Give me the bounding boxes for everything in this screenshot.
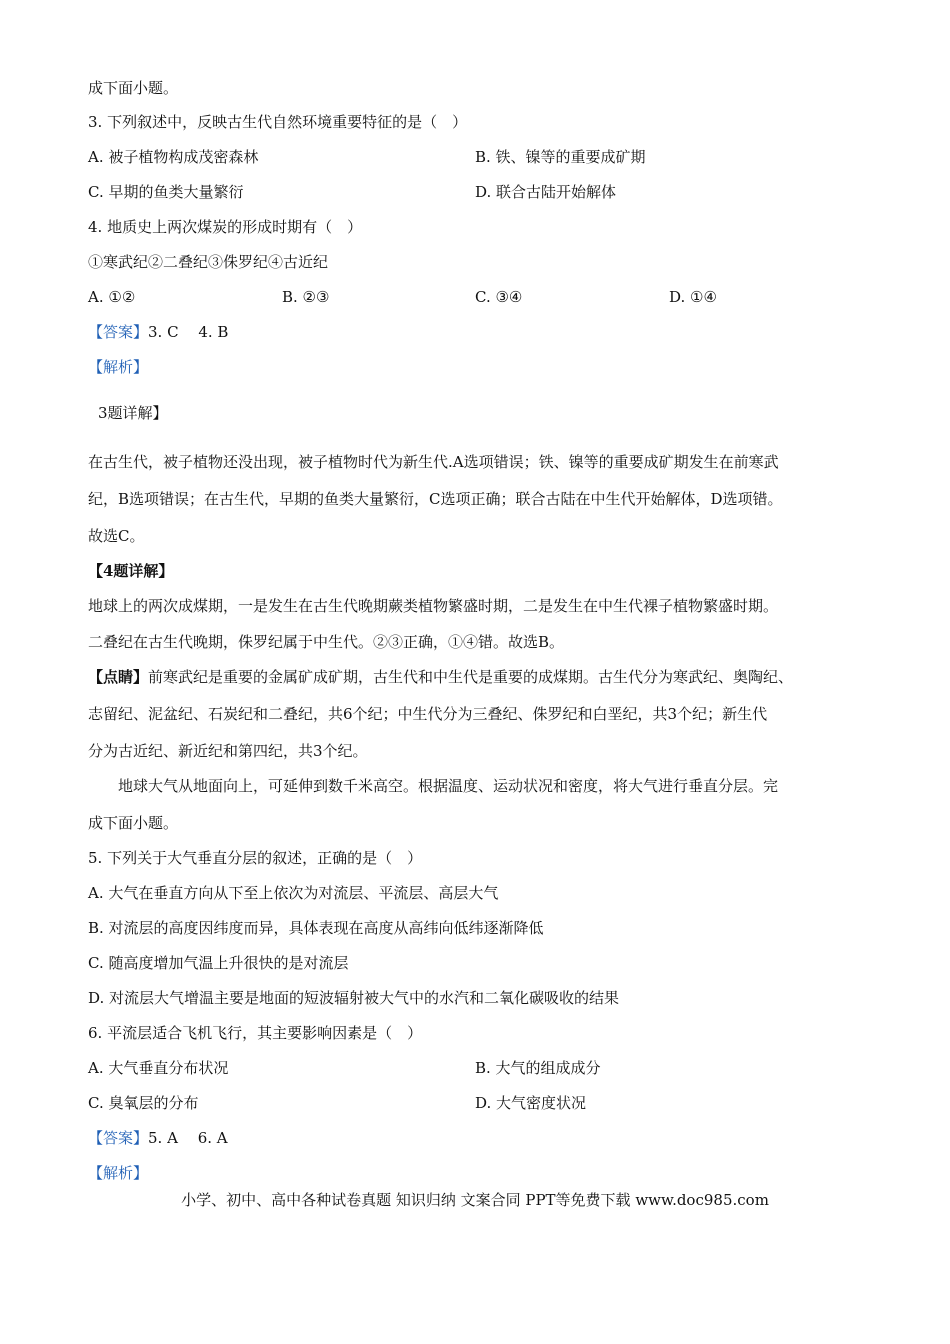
detail-4-para: 地球上的两次成煤期，一是发生在古生代晚期蕨类植物繁盛时期，二是发生在中生代裸子植物繁盛时期。 — [88, 597, 779, 615]
option-4d: D. ①④ — [669, 288, 717, 306]
question-5: 5. 下列关于大气垂直分层的叙述，正确的是（ ） — [88, 849, 423, 867]
answer-value: 5. A 6. A — [148, 1129, 228, 1147]
option-4b: B. ②③ — [282, 288, 330, 306]
question-4-items: ①寒武纪②二叠纪③侏罗纪④古近纪 — [88, 253, 329, 271]
dianjing-text: 前寒武纪是重要的金属矿成矿期，古生代和中生代是重要的成煤期。古生代分为寒武纪、奥陶纪、 — [148, 668, 794, 686]
answer-line-1 — [88, 322, 228, 342]
question-6: 6. 平流层适合飞机飞行，其主要影响因素是（ ） — [88, 1024, 423, 1042]
option-4c: C. ③④ — [475, 288, 523, 306]
text-line: 成下面小题。 — [88, 79, 179, 97]
option-5d: D. 对流层大气增温主要是地面的短波辐射被大气中的水汽和二氧化碳吸收的结果 — [88, 989, 620, 1007]
intro-para: 成下面小题。 — [88, 814, 179, 832]
option-5a: A. 大气在垂直方向从下至上依次为对流层、平流层、高层大气 — [88, 884, 499, 902]
dianjing-para: 分为古近纪、新近纪和第四纪，共3个纪。 — [88, 742, 368, 760]
answer-tag: 【答案】 — [88, 323, 149, 341]
detail-3-para: 在古生代，被子植物还没出现，被子植物时代为新生代.A选项错误；铁、镍等的重要成矿期发生在前寒武 — [88, 453, 779, 471]
dianjing-line — [88, 667, 793, 687]
answer-value: 3. C 4. B — [148, 323, 229, 341]
option-6b: B. 大气的组成成分 — [475, 1059, 601, 1077]
option-6a: A. 大气垂直分布状况 — [88, 1059, 229, 1077]
option-5c: C. 随高度增加气温上升很快的是对流层 — [88, 954, 349, 972]
option-4a: A. ①② — [88, 288, 136, 306]
analysis-tag: 【解析】 — [88, 358, 149, 376]
answer-tag: 【答案】 — [88, 1129, 149, 1147]
option-3c: C. 早期的鱼类大量繁衍 — [88, 183, 244, 201]
option-3d: D. 联合古陆开始解体 — [475, 183, 617, 201]
detail-3-para: 故选C。 — [88, 527, 145, 545]
detail-4-para: 二叠纪在古生代晚期，侏罗纪属于中生代。②③正确，①④错。故选B。 — [88, 633, 565, 651]
analysis-tag: 【解析】 — [88, 1164, 149, 1182]
question-4: 4. 地质史上两次煤炭的形成时期有（ ） — [88, 218, 363, 236]
option-6c: C. 臭氧层的分布 — [88, 1094, 199, 1112]
detail-4-title: 【4题详解】 — [88, 562, 174, 580]
question-3: 3. 下列叙述中，反映古生代自然环境重要特征的是（ ） — [88, 113, 468, 131]
dianjing-tag: 【点睛】 — [88, 668, 149, 686]
detail-3-para: 纪，B选项错误；在古生代，早期的鱼类大量繁衍，C选项正确；联合古陆在中生代开始解体，D选项错。 — [88, 490, 783, 508]
option-5b: B. 对流层的高度因纬度而异，具体表现在高度从高纬向低纬逐渐降低 — [88, 919, 544, 937]
dianjing-para: 志留纪、泥盆纪、石炭纪和二叠纪，共6个纪；中生代分为三叠纪、侏罗纪和白垩纪，共3个纪；新生代 — [88, 705, 768, 723]
page-footer: 小学、初中、高中各种试卷真题 知识归纳 文案合同 PPT等免费下载 www.doc985.com — [181, 1191, 769, 1209]
option-6d: D. 大气密度状况 — [475, 1094, 587, 1112]
detail-3-title: 3题详解】 — [98, 404, 168, 422]
answer-line-2 — [88, 1128, 228, 1148]
option-3b: B. 铁、镍等的重要成矿期 — [475, 148, 646, 166]
option-3a: A. 被子植物构成茂密森林 — [88, 148, 259, 166]
intro-para: 地球大气从地面向上，可延伸到数千米高空。根据温度、运动状况和密度，将大气进行垂直分层。完 — [118, 777, 779, 795]
